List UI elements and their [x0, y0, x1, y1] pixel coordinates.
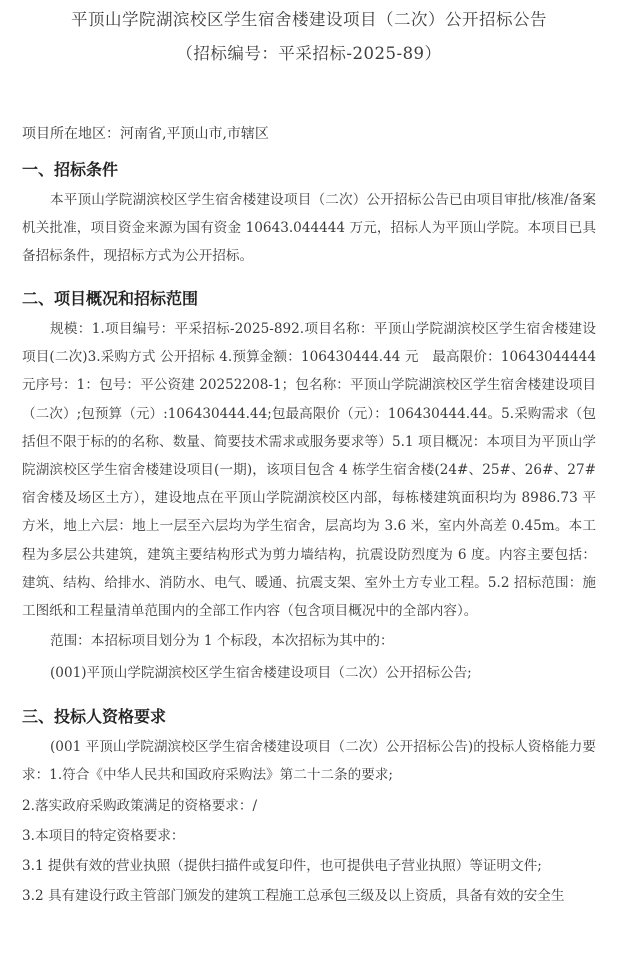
section-2-lot-paragraph: (001)平顶山学院湖滨校区学生宿舍楼建设项目（二次）公开招标公告;: [50, 665, 472, 682]
requirement-2: 2.落实政府采购政策满足的资格要求：/: [22, 798, 258, 815]
section-1-paragraph: 本平顶山学院湖滨校区学生宿舍楼建设项目（二次）公开招标公告已由项目审批/核准/备案机关批准，项目资金来源为国有资金 10643.044444 万元，招标人为平顶山学院。本项目已具备招标条件，现招标方式为公开招标。: [22, 192, 596, 264]
bid-number: （招标编号：平采招标-2025-89）: [176, 44, 442, 63]
section-2-scope-paragraph: 范围：本招标项目划分为 1 个标段，本次招标为其中的：: [50, 633, 394, 650]
section-2-scale-paragraph: 规模：1.项目编号：平采招标-2025-892.项目名称：平顶山学院湖滨校区学生宿舍楼建设项目(二次)3.采购方式 公开招标 4.预算金额：106430444.44 元 最高限价：10643044444元序号：1：包号：平公资建 20252208-1；包名称：平顶山学院湖滨校区学生宿舍楼建设项目（二次）;包预算（元）:106430444.44;包最高限价（元）：106430444.44。5.采购需求（包括但不限于标的的名称、数量、简要技术需求或服务要求等）5.1 项目概况：本项目为平顶山学院湖滨校区学生宿舍楼建设项目(一期)，该项目包含 4 栋学生宿舍楼(24#、25#、26#、27#宿舍楼及场区土方），建设地点在平顶山学院湖滨校区内部，每栋楼建筑面积均为 8986.73 平方米，地上六层：地上一层至六层均为学生宿舍，层高均为 3.6 米，室内外高差 0.45m。本工程为多层公共建筑，建筑主要结构形式为剪力墙结构，抗震设防烈度为 6 度。内容主要包括：建筑、结构、给排水、消防水、电气、暖通、抗震支架、室外土方专业工程。5.2 招标范围：施工图纸和工程量清单范围内的全部工作内容（包含项目概况中的全部内容）。: [22, 321, 596, 620]
requirement-3-1: 3.1 提供有效的营业执照（提供扫描件或复印件，也可提供电子营业执照）等证明文件;: [22, 858, 542, 875]
requirement-3-2: 3.2 具有建设行政主管部门颁发的建筑工程施工总承包三级及以上资质，具备有效的安全生: [22, 888, 565, 905]
section-3-intro-paragraph: (001 平顶山学院湖滨校区学生宿舍楼建设项目（二次）公开招标公告)的投标人资格能力要求：1.符合《中华人民共和国政府采购法》第二十二条的要求;: [22, 739, 596, 784]
section-heading-1: 一、招标条件: [22, 160, 119, 179]
requirement-3: 3.本项目的特定资格要求：: [22, 828, 185, 845]
project-region: 项目所在地区：河南省,平顶山市,市辖区: [22, 126, 269, 142]
section-heading-3: 三、投标人资格要求: [22, 707, 167, 727]
notice-title: 平顶山学院湖滨校区学生宿舍楼建设项目（二次）公开招标公告: [71, 10, 547, 29]
section-heading-2: 二、项目概况和招标范围: [22, 289, 199, 308]
